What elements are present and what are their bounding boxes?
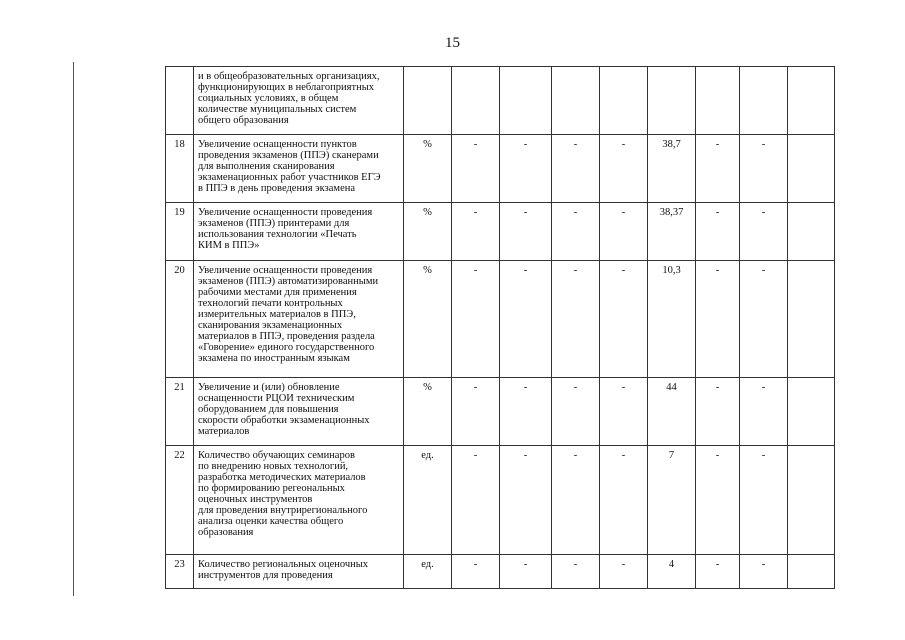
value-cell: - <box>740 261 788 378</box>
indicator-name-line: проведения экзаменов (ППЭ) сканерами <box>198 150 379 161</box>
value-cell: - <box>452 135 500 203</box>
indicator-name-line: разработка методических материалов <box>198 472 366 483</box>
indicator-name-line: инструментов для проведения <box>198 570 333 581</box>
value-cell <box>600 67 648 135</box>
indicator-name <box>194 446 404 555</box>
unit-cell: % <box>404 135 452 203</box>
indicator-name <box>194 135 404 203</box>
value-cell: - <box>500 378 552 446</box>
value-cell: - <box>552 446 600 555</box>
indicator-name <box>194 378 404 446</box>
indicator-name-line: для проведения внутрирегионального <box>198 505 368 516</box>
unit-cell: ед. <box>404 446 452 555</box>
indicator-name-line: Увеличение и (или) обновление <box>198 382 340 393</box>
table-row <box>166 261 835 378</box>
value-cell: - <box>740 135 788 203</box>
indicator-name-line: использования технологии «Печать <box>198 229 357 240</box>
value-cell: - <box>696 203 740 261</box>
value-cell: - <box>500 555 552 589</box>
value-cell: - <box>452 203 500 261</box>
indicator-name-line: измерительных материалов в ППЭ, <box>198 309 356 320</box>
value-cell <box>788 261 835 378</box>
value-cell: - <box>452 261 500 378</box>
indicator-name-line: Увеличение оснащенности проведения <box>198 265 373 276</box>
value-cell: - <box>740 555 788 589</box>
indicator-name-line: функционирующих в неблагоприятных <box>198 82 374 93</box>
value-cell <box>788 555 835 589</box>
indicator-name-line: образования <box>198 527 254 538</box>
table-body <box>166 67 835 589</box>
value-cell: 4 <box>648 555 696 589</box>
value-cell: - <box>600 555 648 589</box>
unit-cell <box>404 67 452 135</box>
value-cell: - <box>696 446 740 555</box>
indicator-name-line: и в общеобразовательных организациях, <box>198 71 380 82</box>
row-number: 20 <box>166 261 194 378</box>
indicator-name-line: материалов <box>198 426 250 437</box>
value-cell <box>740 67 788 135</box>
value-cell: - <box>500 446 552 555</box>
indicator-name-line: материалов в ППЭ, проведения раздела <box>198 331 375 342</box>
indicator-name-line: технологий печати контрольных <box>198 298 343 309</box>
value-cell: - <box>452 555 500 589</box>
value-cell: - <box>452 446 500 555</box>
table-row <box>166 135 835 203</box>
value-cell <box>788 378 835 446</box>
unit-cell: % <box>404 378 452 446</box>
indicator-name-line: для выполнения сканирования <box>198 161 335 172</box>
value-cell: - <box>740 446 788 555</box>
value-cell: - <box>600 203 648 261</box>
indicator-name-line: количестве муниципальных систем <box>198 104 357 115</box>
indicator-name-line: анализа оценки качества общего <box>198 516 344 527</box>
page-number: 15 <box>445 35 460 51</box>
indicator-name-line: оценочных инструментов <box>198 494 313 505</box>
table-row <box>166 67 835 135</box>
value-cell <box>788 446 835 555</box>
unit-cell: ед. <box>404 555 452 589</box>
indicator-name <box>194 203 404 261</box>
row-number: 21 <box>166 378 194 446</box>
value-cell: - <box>552 555 600 589</box>
indicator-name-line: по внедрению новых технологий, <box>198 461 349 472</box>
value-cell: - <box>552 135 600 203</box>
value-cell: - <box>696 555 740 589</box>
indicator-name-line: Увеличение оснащенности проведения <box>198 207 373 218</box>
value-cell: - <box>696 261 740 378</box>
indicator-name-line: КИМ в ППЭ» <box>198 240 260 251</box>
indicator-name-line: «Говорение» единого государственного <box>198 342 375 353</box>
value-cell: - <box>500 203 552 261</box>
value-cell: - <box>600 261 648 378</box>
indicator-name-line: общего образования <box>198 115 289 126</box>
row-number <box>166 67 194 135</box>
indicator-name <box>194 555 404 589</box>
value-cell: 38,7 <box>648 135 696 203</box>
indicator-name-line: экзаменов (ППЭ) автоматизированными <box>198 276 379 287</box>
indicator-name-line: Количество региональных оценочных <box>198 559 369 570</box>
value-cell: - <box>740 378 788 446</box>
table-row <box>166 555 835 589</box>
value-cell: - <box>552 261 600 378</box>
value-cell <box>788 67 835 135</box>
row-number: 23 <box>166 555 194 589</box>
indicator-name-line: сканирования экзаменационных <box>198 320 343 331</box>
value-cell: - <box>552 378 600 446</box>
indicator-name-line: социальных условиях, в общем <box>198 93 339 104</box>
indicator-name-line: Количество обучающих семинаров <box>198 450 355 461</box>
table-row <box>166 203 835 261</box>
value-cell: - <box>696 378 740 446</box>
row-number: 22 <box>166 446 194 555</box>
value-cell <box>648 67 696 135</box>
indicator-name <box>194 261 404 378</box>
indicator-name-line: экзаменационных работ участников ЕГЭ <box>198 172 381 183</box>
indicator-name-line: экзамена по иностранным языкам <box>198 353 350 364</box>
row-number: 19 <box>166 203 194 261</box>
value-cell: - <box>552 203 600 261</box>
value-cell: 10,3 <box>648 261 696 378</box>
value-cell: - <box>740 203 788 261</box>
value-cell: - <box>600 135 648 203</box>
margin-line <box>73 62 74 596</box>
indicator-name-line: оснащенности РЦОИ техническим <box>198 393 355 404</box>
value-cell: - <box>600 378 648 446</box>
value-cell <box>552 67 600 135</box>
value-cell: 7 <box>648 446 696 555</box>
unit-cell: % <box>404 261 452 378</box>
value-cell: - <box>600 446 648 555</box>
indicator-name-line: скорости обработки экзаменационных <box>198 415 370 426</box>
value-cell <box>788 135 835 203</box>
indicator-name-line: по формированию регеональных <box>198 483 345 494</box>
value-cell <box>696 67 740 135</box>
unit-cell: % <box>404 203 452 261</box>
table-row <box>166 446 835 555</box>
value-cell: - <box>452 378 500 446</box>
value-cell: 38,37 <box>648 203 696 261</box>
indicator-name-line: экзаменов (ППЭ) принтерами для <box>198 218 350 229</box>
indicator-name-line: в ППЭ в день проведения экзамена <box>198 183 356 194</box>
value-cell <box>452 67 500 135</box>
row-number: 18 <box>166 135 194 203</box>
value-cell: 44 <box>648 378 696 446</box>
indicator-name <box>194 67 404 135</box>
indicators-table <box>165 66 835 589</box>
indicator-name-line: оборудованием для повышения <box>198 404 339 415</box>
value-cell <box>500 67 552 135</box>
indicator-name-line: Увеличение оснащенности пунктов <box>198 139 357 150</box>
value-cell: - <box>500 261 552 378</box>
table-row <box>166 378 835 446</box>
value-cell: - <box>696 135 740 203</box>
value-cell: - <box>500 135 552 203</box>
value-cell <box>788 203 835 261</box>
indicator-name-line: рабочими местами для применения <box>198 287 357 298</box>
